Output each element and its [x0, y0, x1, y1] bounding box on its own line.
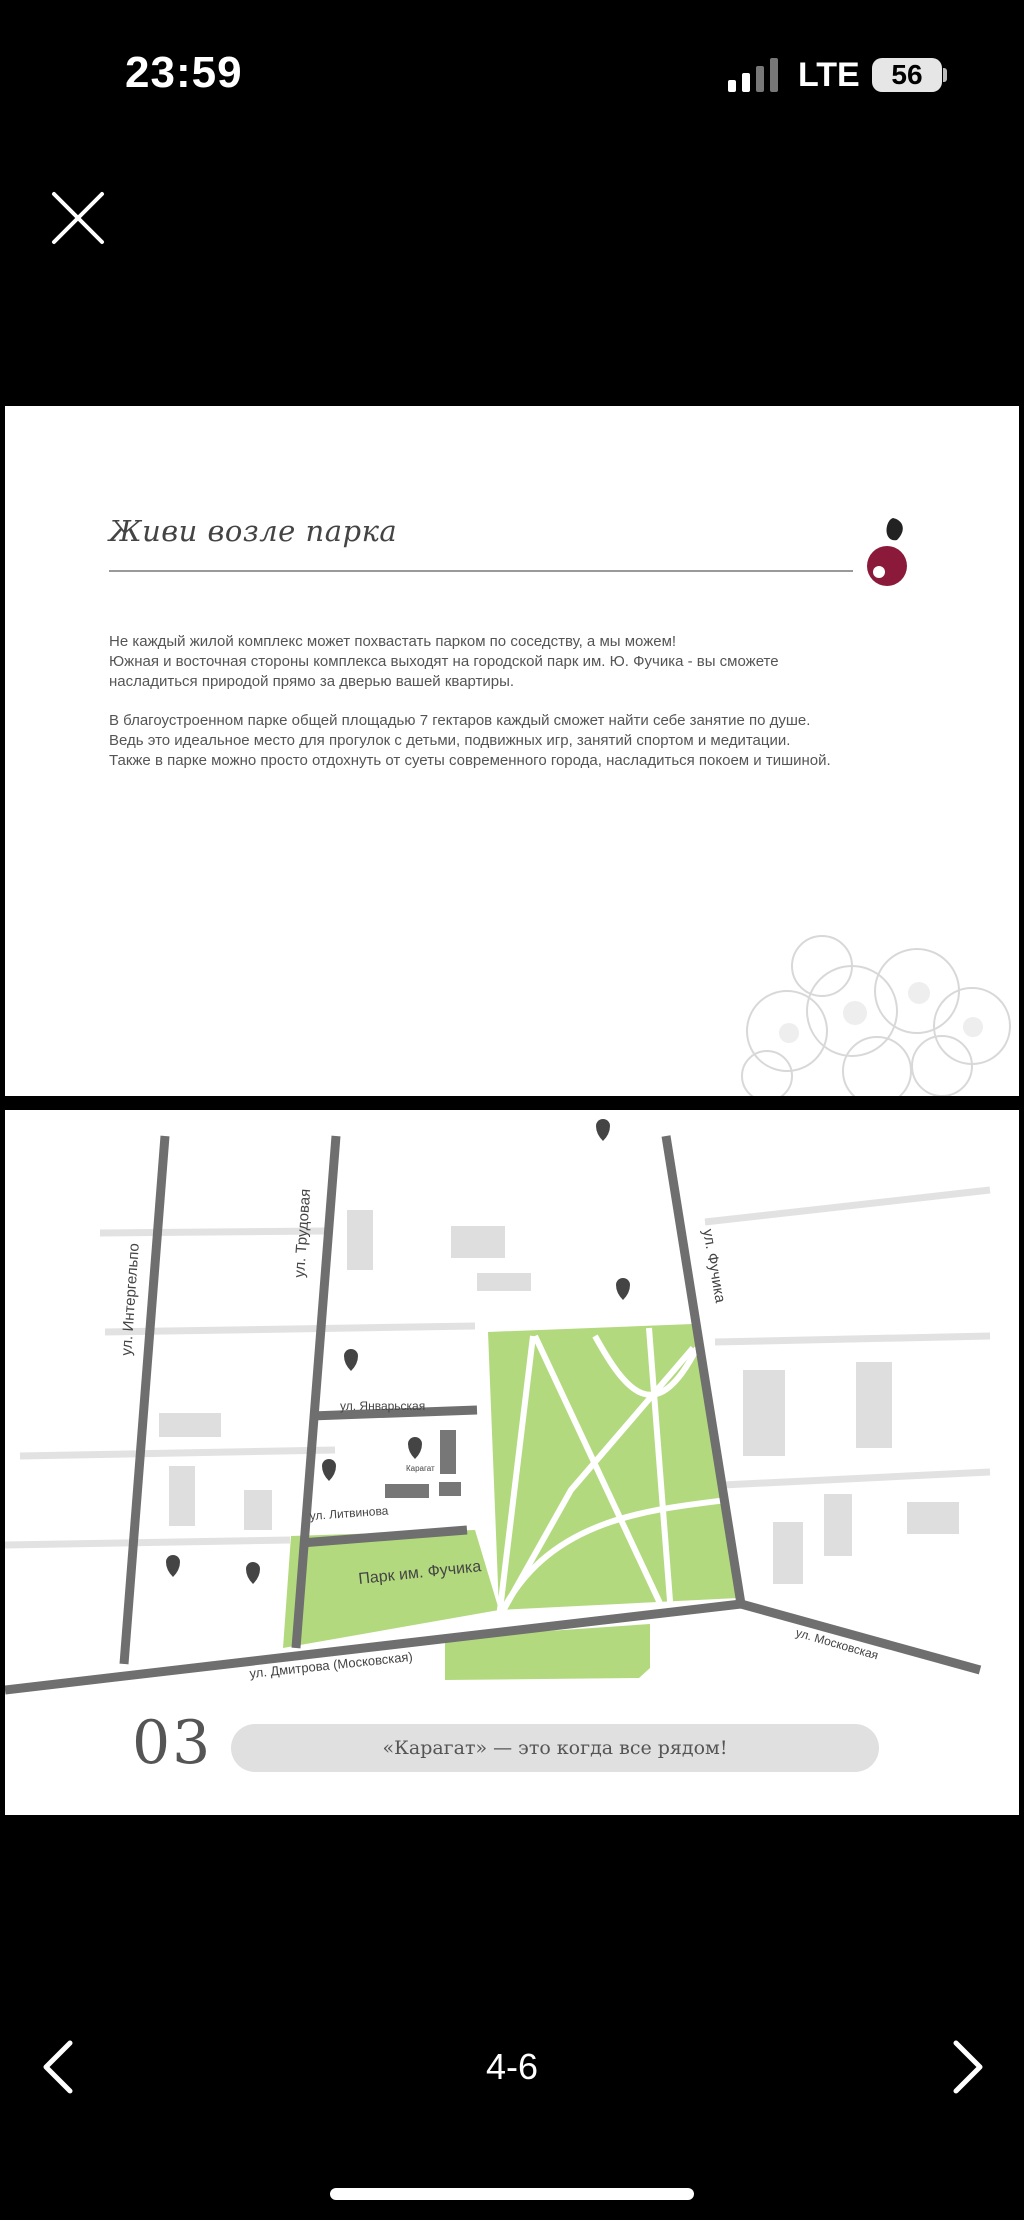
building: [451, 1226, 505, 1258]
street-label: ул. Январьская: [340, 1399, 426, 1413]
road: [741, 1604, 980, 1670]
side-street: [105, 1326, 475, 1332]
street-label: ул. Трудовая: [291, 1188, 315, 1279]
park-paragraph: [109, 711, 909, 771]
intro-paragraph: [109, 632, 909, 692]
side-street: [5, 1540, 290, 1545]
building: [773, 1522, 803, 1584]
building: [856, 1362, 892, 1448]
battery-tip: [943, 68, 947, 82]
paragraph-line: Ведь это идеальное место для прогулок с детьми, подвижных игр, занятий спортом и медитации.: [109, 732, 791, 749]
close-icon[interactable]: [44, 184, 112, 252]
page-counter: 4-6: [485, 2046, 539, 2087]
karagat-building: [440, 1430, 456, 1474]
chevron-left-icon[interactable]: [36, 2035, 82, 2099]
map-pin-icon: [408, 1437, 422, 1459]
map-pin-icon: [344, 1349, 358, 1371]
area-map: [5, 1110, 1019, 1700]
map-pin-icon: [322, 1459, 336, 1481]
slide-page-4: [5, 406, 1019, 1096]
street-label: ул. Дмитрова (Московская): [248, 1648, 414, 1681]
street-label: ул. Московская: [794, 1625, 880, 1663]
paragraph-line: Также в парке можно просто отдохнуть от суеты современного города, насладиться покоем и тишиной.: [109, 752, 831, 769]
karagat-building: [385, 1484, 429, 1498]
poi-label: Карагат: [406, 1464, 435, 1473]
side-street: [20, 1450, 335, 1456]
side-street: [100, 1231, 325, 1233]
building: [169, 1466, 195, 1526]
building: [159, 1413, 221, 1437]
map-pin-icon: [166, 1555, 180, 1577]
road: [124, 1136, 165, 1664]
home-indicator[interactable]: [330, 2188, 694, 2200]
side-street: [723, 1472, 990, 1485]
paragraph-line: Южная и восточная стороны комплекса выходят на городской парк им. Ю. Фучика - вы сможете: [109, 653, 779, 670]
tagline-pill: [231, 1724, 879, 1772]
map-pin-icon: [596, 1119, 610, 1141]
building: [347, 1210, 373, 1270]
status-bar: [0, 0, 1024, 150]
battery-indicator: 56: [872, 58, 942, 92]
slide-page-5: [5, 1110, 1019, 1815]
paragraph-line: В благоустроенном парке общей площадью 7 гектаров каждый сможет найти себе занятие по душе.: [109, 712, 811, 729]
building: [824, 1494, 852, 1556]
building: [743, 1370, 785, 1456]
paragraph-line: Не каждый жилой комплекс может похвастать парком по соседству, а мы можем!: [109, 633, 677, 650]
chevron-right-icon[interactable]: [944, 2035, 990, 2099]
street-label: ул. Интергельпо: [118, 1242, 143, 1357]
side-street: [715, 1336, 990, 1342]
map-pin-icon: [616, 1278, 630, 1300]
side-street: [705, 1190, 990, 1222]
slide-title: Живи возле парка: [109, 514, 398, 548]
building: [477, 1273, 531, 1291]
street-label: ул. Литвинова: [309, 1503, 389, 1523]
street-label: ул. Фучика: [699, 1227, 729, 1305]
tagline-text: «Карагат» — это когда все рядом!: [382, 1737, 728, 1759]
berries-sketch-image: [727, 911, 1017, 1096]
status-time: 23:59: [125, 48, 243, 97]
berry-logo-icon: [863, 514, 913, 594]
building: [244, 1490, 272, 1530]
signal-bars-icon: [728, 58, 780, 92]
map-pin-icon: [246, 1562, 260, 1584]
karagat-building: [439, 1482, 461, 1496]
network-type: LTE: [798, 56, 860, 94]
slide-number: 03: [132, 1708, 213, 1778]
building: [907, 1502, 959, 1534]
title-divider: [109, 570, 853, 572]
paragraph-line: насладиться природой прямо за дверью вашей квартиры.: [109, 673, 515, 690]
park-label: Парк им. Фучика: [357, 1558, 483, 1588]
